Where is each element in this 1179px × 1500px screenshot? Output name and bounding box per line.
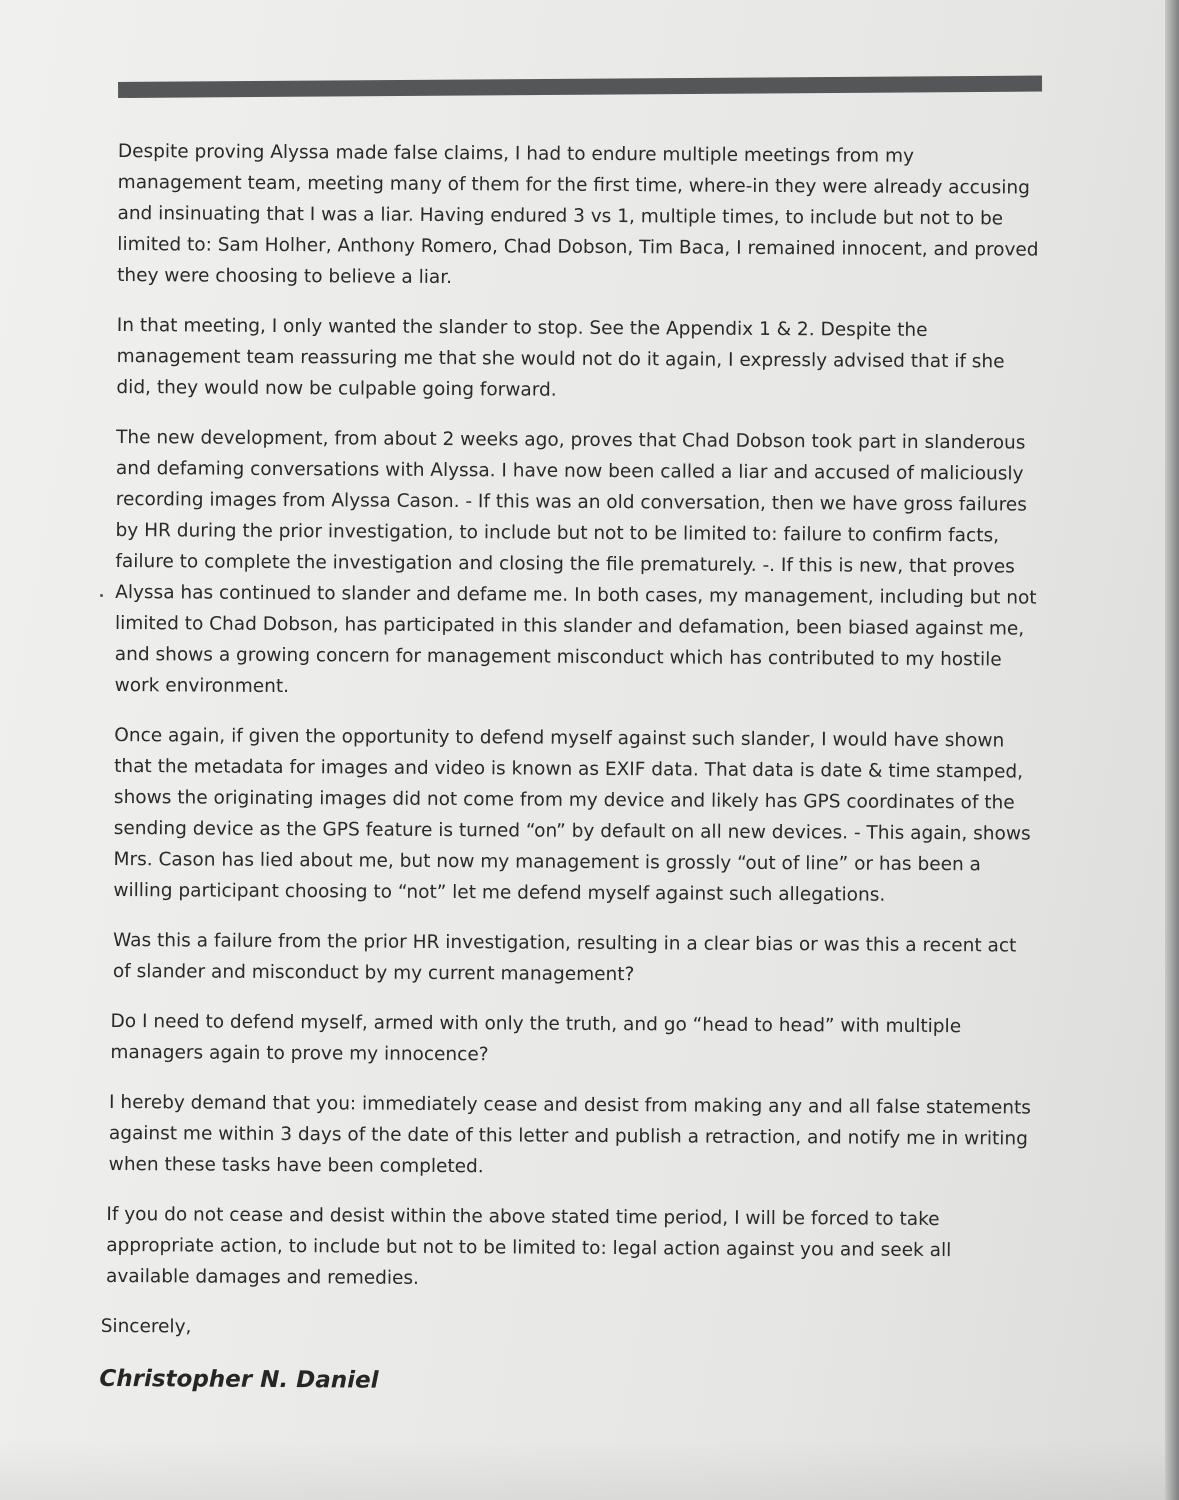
header-rule [118,76,1042,98]
paragraph-7: I hereby demand that you: immediately cease and desist from making any and all false statements against me within 3 days of the date of this letter and publish a retraction, and notify me in writing when these tasks have been completed. [108,1091,1032,1178]
paragraph-1: Despite proving Alyssa made false claims, I had to endure multiple meetings from my management team, meeting many of them for the first time, where-in they were already accusing and insinuating that I was a liar. Having endured 3 vs 1, multiple times, to include but not to be limited to: Sam Holher, Anthony Romero, Chad Dobson, Tim Baca, I remained innocent, and proved they were choosing to believe a liar. [117,140,1039,289]
paper-shadow [0,1440,1179,1500]
paragraph-8: If you do not cease and desist within the above stated time period, I will be forced to take appropriate action, to include but not to be limited to: legal action against you and seek all available damages and remedies. [105,1203,952,1289]
paragraph-3: The new development, from about 2 weeks ago, proves that Chad Dobson took part in slanderous and defaming conversations with Alyssa. I have now been called a liar and accused of maliciously recording images from Alyssa Cason. - If this was an old conversation, then we have gross failures by HR during the prior investigation, to include but not to be limited to: failure to confirm facts, failure to complete the investigation and closing the file prematurely. -. If this is new, that proves Alyssa has continued to slander and defame me. In both cases, my management, including but not limited to Chad Dobson, has participated in this slander and defamation, been biased against me, and shows a growing concern for management misconduct which has contributed to my hostile work environment. [114,426,1037,698]
closing-salutation: Sincerely, [100,1315,192,1338]
letter-body [99,136,1043,1401]
signature-name: Christopher N. Daniel [99,1365,379,1394]
paper-edge [1165,0,1179,1500]
paper-speck [100,594,103,597]
paragraph-4: Once again, if given the opportunity to defend myself against such slander, I would have shown that the metadata for images and video is known as EXIF data. That data is date & time stamped, shows the originating images did not come from my device and likely has GPS coordinates of the sending device as the GPS feature is turned “on” by default on all new devices. - This again, shows Mrs. Cason has lied about me, but now my management is grossly “out of line” or has been a willing participant choosing to “not” let me defend myself against such allegations. [113,724,1031,906]
paragraph-5: Was this a failure from the prior HR investigation, resulting in a clear bias or was this a recent act of slander and misconduct by my current management? [112,929,1017,986]
paragraph-2: In that meeting, I only wanted the slander to stop. See the Appendix 1 & 2. Despite the management team reassuring me that she would not do it again, I expressly advised that if she did, they would now be culpable going forward. [116,314,1005,401]
paragraph-6: Do I need to defend myself, armed with only the truth, and go “head to head” with multiple managers again to prove my innocence? [110,1010,962,1066]
